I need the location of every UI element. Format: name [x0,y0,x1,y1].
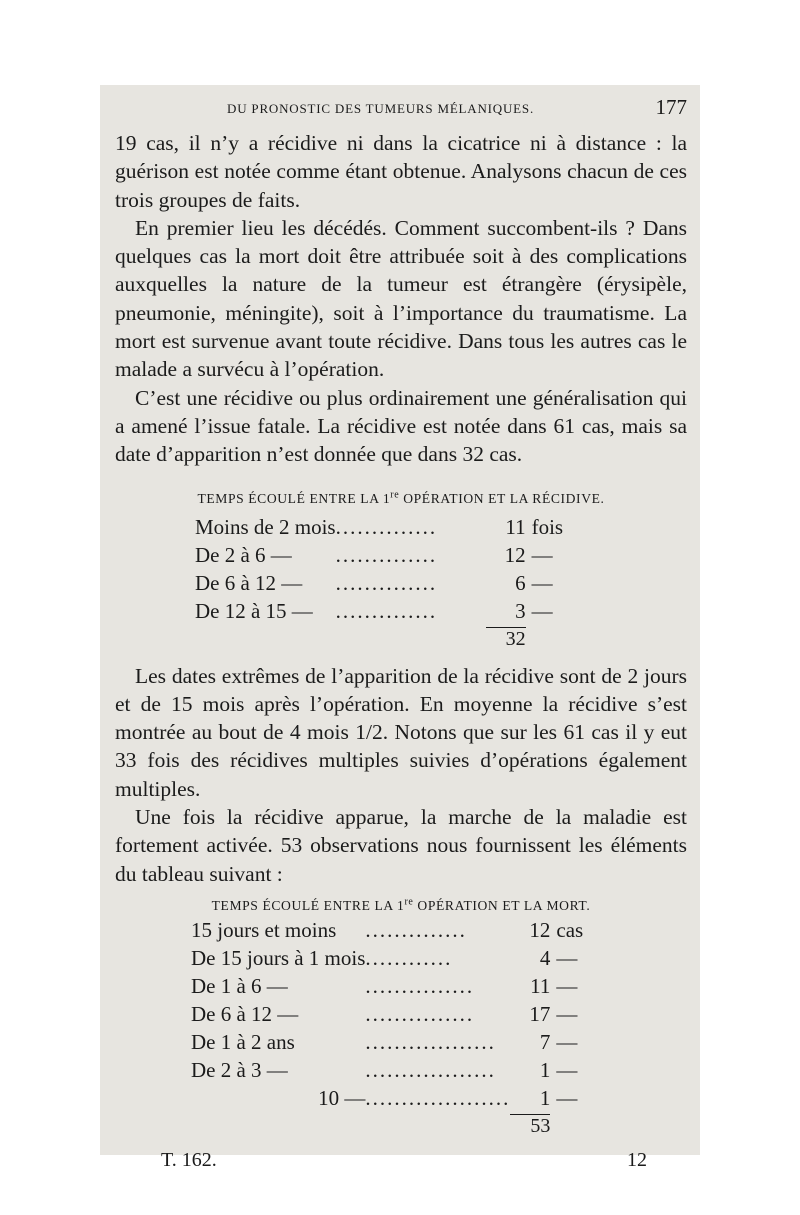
running-title: DU PRONOSTIC DES TUMEURS MÉLANIQUES. [227,101,534,116]
table-death [191,918,583,1143]
table-recurrence-caption: TEMPS ÉCOULÉ ENTRE LA 1re OPÉRATION ET LA RÉCIDIVE. [197,489,605,506]
table-total: 32 [486,627,526,656]
table-row: Moins de 2 mois .............. 11 fois [195,514,564,539]
table-total-row [191,1114,583,1143]
table-row: De 2 à 3 — .................. 1 — [191,1057,578,1082]
table-row: 10 — .................... 1 — [318,1085,578,1110]
table-row: De 1 à 6 — ............... 11 — [191,973,578,998]
paragraph-4: Les dates extrêmes de l’apparition de la récidive sont de 2 jours et de 15 mois après l’opération. En moyenne la récidive s’est montrée au bout de 4 mois 1/2. Notons que sur les 61 cas il y eut 33 fois des récidives multiples suivies d’opérations également multiples. [115,663,687,801]
table-row: De 2 à 6 — .............. 12 — [195,542,553,567]
page-footer [115,1149,687,1179]
table-death-caption: TEMPS ÉCOULÉ ENTRE LA 1re OPÉRATION ET LA MORT. [211,896,591,913]
table-row: De 15 jours à 1 mois ............ 4 — [191,945,578,970]
paragraph-1: 19 cas, il n’y a récidive ni dans la cicatrice ni à distance : la guérison est notée comme étant obtenue. Analysons chacun de ces trois groupes de faits. [115,131,687,212]
paragraph-2: En premier lieu les décédés. Comment succombent-ils ? Dans quelques cas la mort doit être attribuée soit à des complications auxquelles la nature de la tumeur est étrangère (érysipèle, pneumonie, méningite), soit à l’importance du traumatisme. La mort est survenue avant toute récidive. Dans tous les autres cas le malade a survécu à l’opération. [115,215,687,382]
table-total: 53 [510,1114,550,1143]
table-row: De 6 à 12 — ............... 17 — [191,1001,578,1026]
book-page [115,95,687,1179]
table-recurrence [195,515,563,656]
paragraph-3: C’est une récidive ou plus ordinairement une généralisation qui a amené l’issue fatale. La récidive est notée dans 61 cas, mais sa date d’apparition n’est donnée que dans 32 cas. [115,385,687,467]
paragraph-5: Une fois la récidive apparue, la marche de la maladie est fortement activée. 53 observations nous fournissent les éléments du tableau suivant : [115,805,687,886]
table-row: De 12 à 15 — .............. 3 — [195,598,553,623]
page-header [115,95,687,129]
table-row: De 1 à 2 ans .................. 7 — [191,1029,578,1054]
table-row: 15 jours et moins .............. 12 cas [191,917,584,942]
page-number: 177 [655,95,687,119]
signature-mark: T. 162. [161,1148,217,1171]
sheet-number: 12 [627,1148,647,1171]
table-row: De 6 à 12 — .............. 6 — [195,570,553,595]
table-total-row [195,627,563,656]
